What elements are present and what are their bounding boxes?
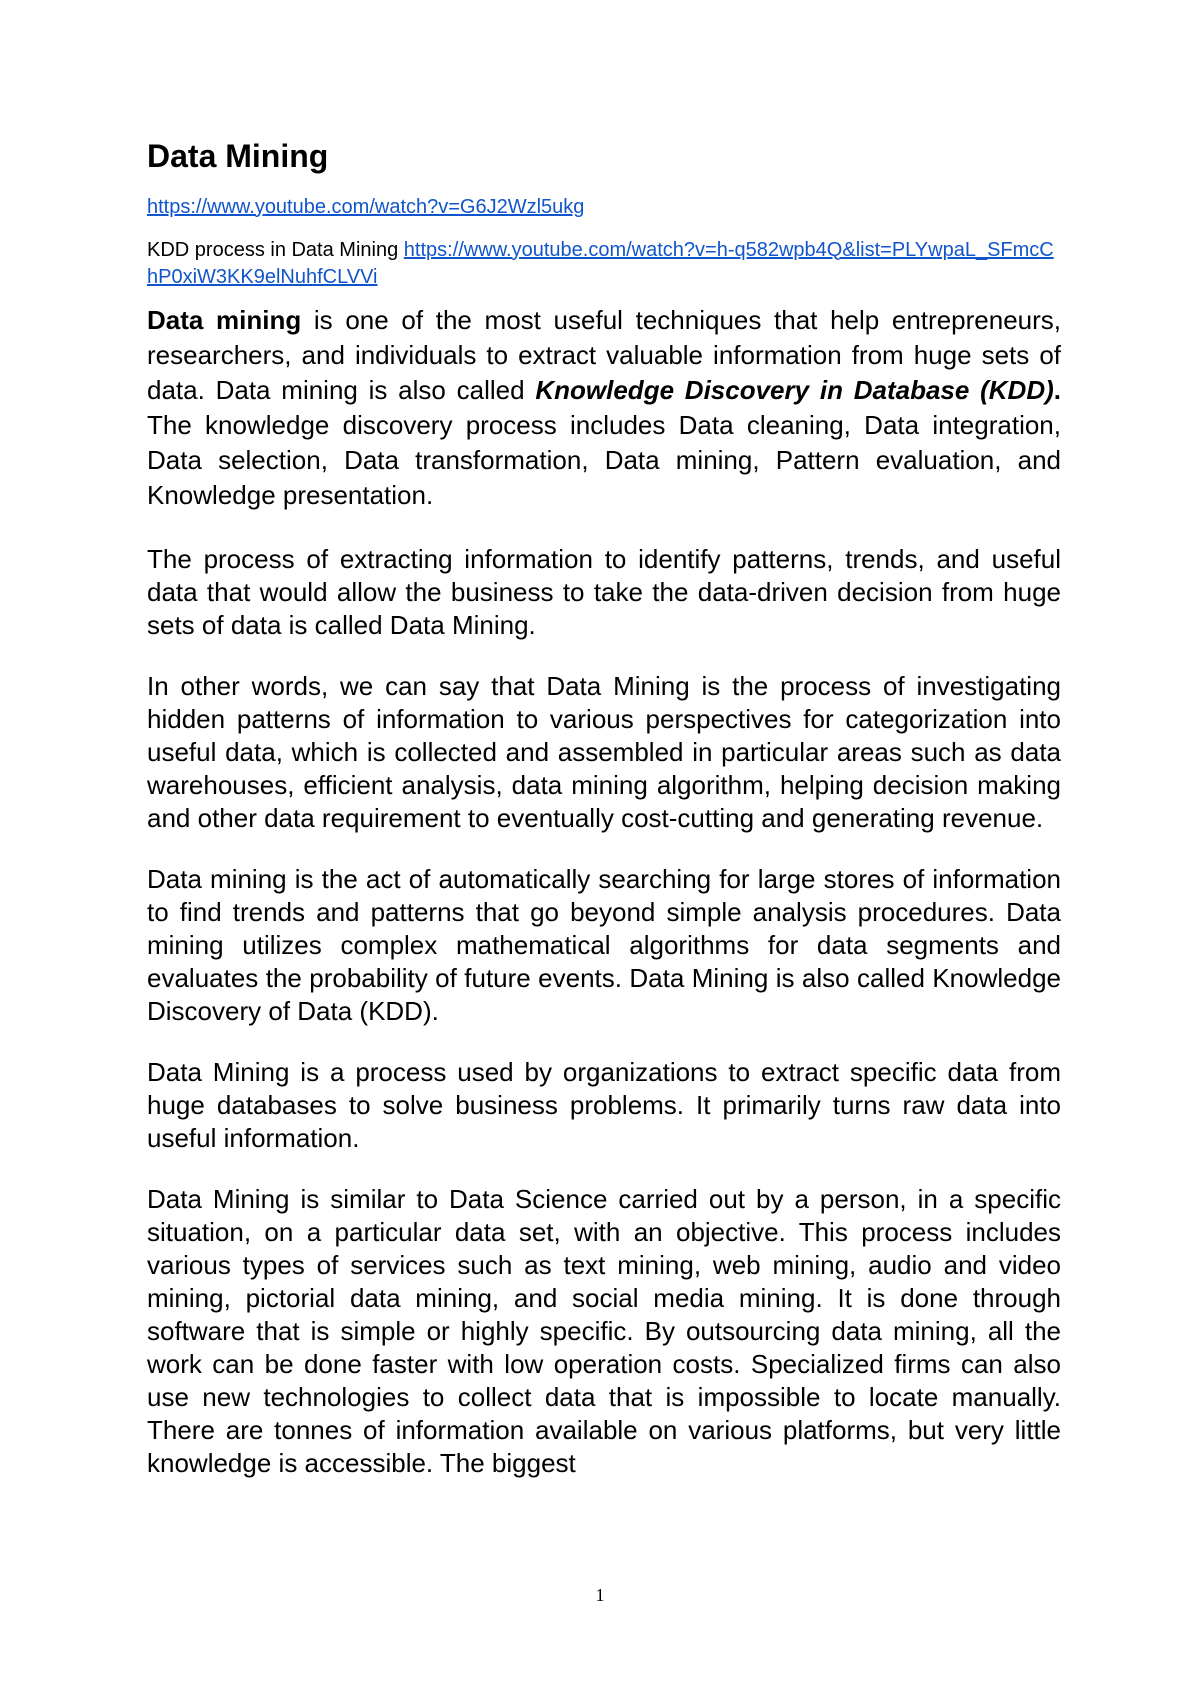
- video-link[interactable]: https://www.youtube.com/watch?v=G6J2Wzl5ukg: [147, 195, 585, 218]
- page-number: 1: [595, 1585, 605, 1605]
- video-link-line: [147, 194, 1061, 221]
- paragraph-intro: [147, 303, 1061, 513]
- page-title: Data Mining: [147, 138, 329, 174]
- intro-text-1: is one of the most useful techniques that help entrepreneurs, researchers, and individuals to extract valuable information from huge sets of data. Data mining is also called: [147, 304, 1061, 405]
- paragraph-data-science: Data Mining is similar to Data Science carried out by a person, in a specific situation, on a particular data set, with an objective. This process includes various types of services such as text mining, web mining, audio and video mining, pictorial data mining, and social media mining. It is done through software that is simple or highly specific. By outsourcing data mining, all the work can be done faster with low operation costs. Specialized firms can also use new technologies to collect data that is impossible to locate manually. There are tonnes of information available on various platforms, but very little knowledge is accessible. The biggest: [147, 1183, 1061, 1478]
- paragraph-organizations: Data Mining is a process used by organizations to extract specific data from huge databases to solve business problems. It primarily turns raw data into useful information.: [147, 1056, 1061, 1153]
- paragraph-automatic-search: Data mining is the act of automatically searching for large stores of information to find trends and patterns that go beyond simple analysis procedures. Data mining utilizes complex mathematical algorithms for data segments and evaluates the probability of future events. Data Mining is also called Knowledge Discovery of Data (KDD).: [147, 863, 1061, 1026]
- kdd-process-label: KDD process in Data Mining: [147, 238, 404, 261]
- intro-lead-term: Data mining: [147, 304, 302, 335]
- intro-kdd-term: Knowledge Discovery in Database (KDD): [535, 374, 1054, 405]
- document-body: [147, 136, 1061, 1480]
- intro-term-period: .: [1053, 374, 1062, 405]
- kdd-process-line: [147, 237, 1061, 291]
- paragraph-other-words: In other words, we can say that Data Mining is the process of investigating hidden patterns of information to various perspectives for categorization into useful data, which is collected and assembled in particular areas such as data warehouses, efficient analysis, data mining algorithm, helping decision making and other data requirement to eventually cost-cutting and generating revenue.: [147, 670, 1061, 833]
- intro-text-2: The knowledge discovery process includes Data cleaning, Data integration, Data selection, Data transformation, Data mining, Pattern evaluation, and Knowledge presentation.: [147, 409, 1061, 510]
- paragraph-process-definition: The process of extracting information to identify patterns, trends, and useful data that would allow the business to take the data-driven decision from huge sets of data is called Data Mining.: [147, 543, 1061, 640]
- kdd-process-link[interactable]: https://www.youtube.com/watch?v=h-q582wpb4Q&list=PLYwpaL_SFmcChP0xiW3KK9elNuhfCLVVi: [147, 238, 1054, 288]
